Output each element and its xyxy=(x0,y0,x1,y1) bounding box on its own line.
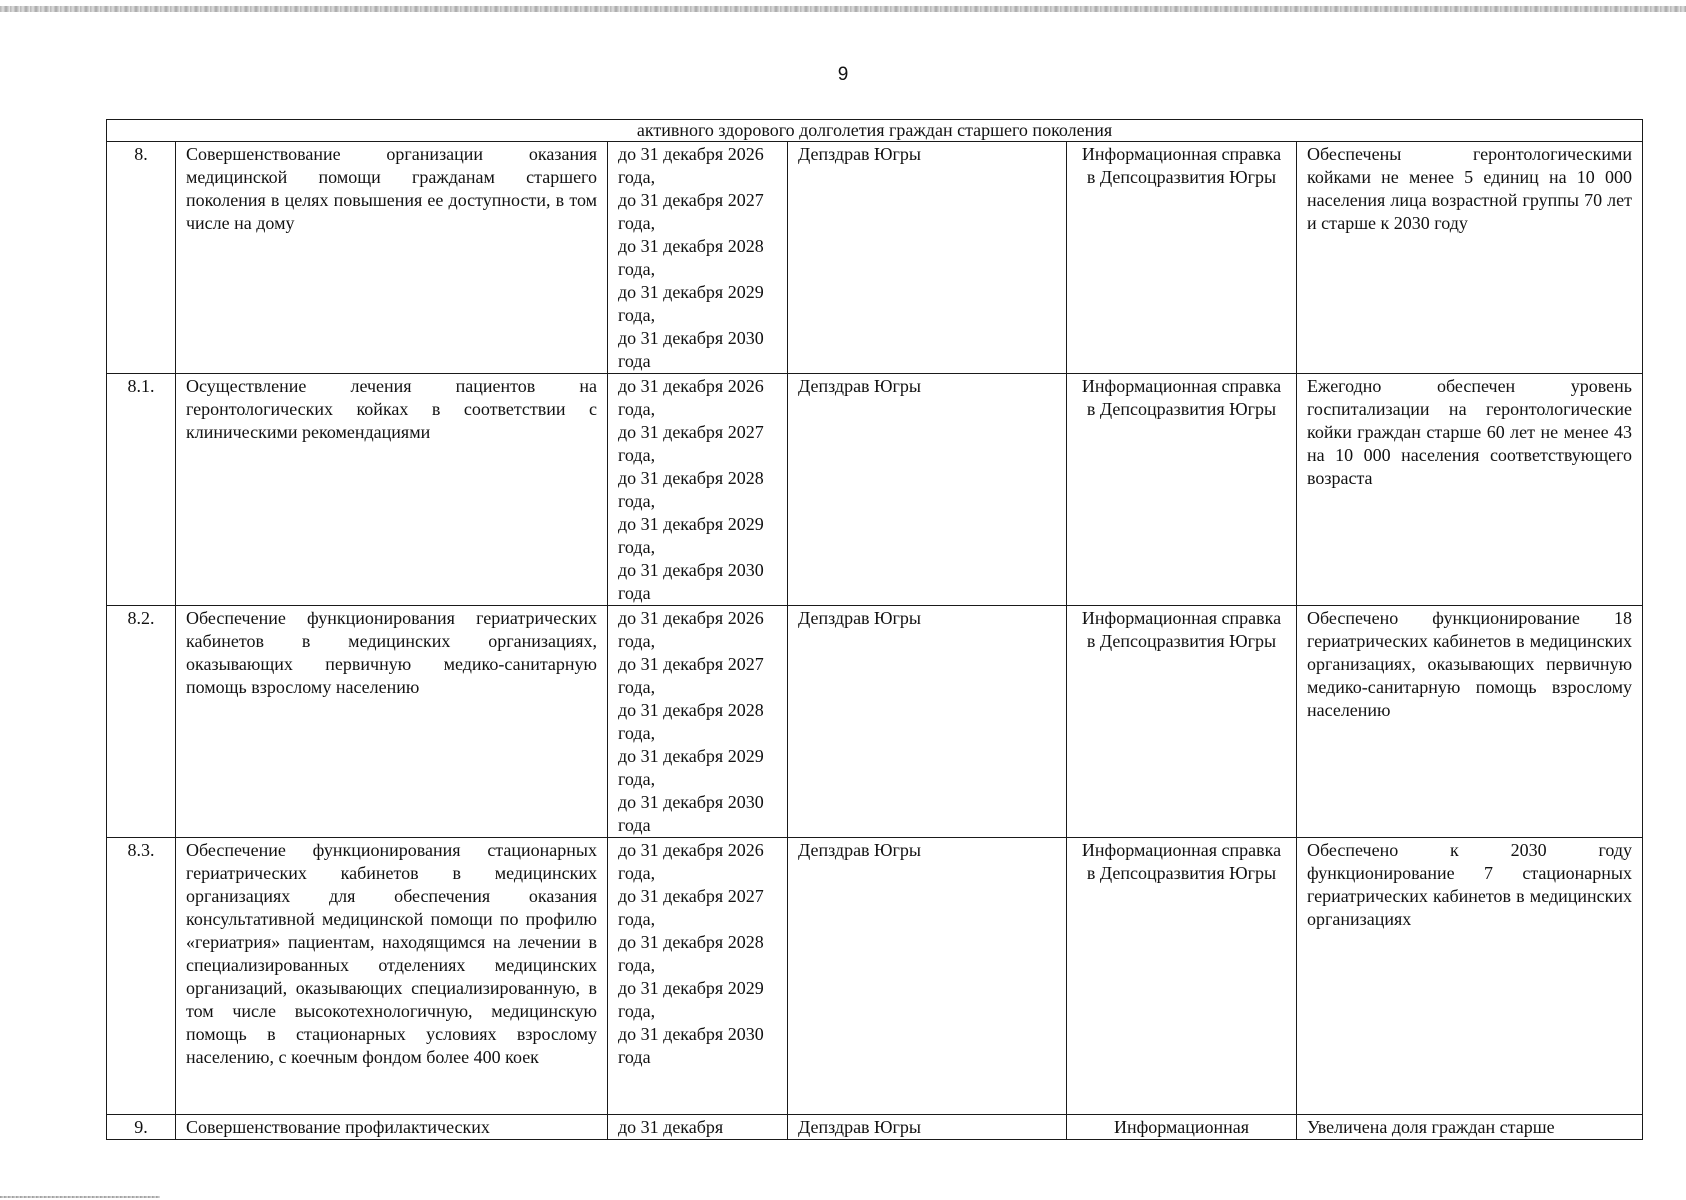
row-number: 8.1. xyxy=(107,374,176,606)
measure-name: Обеспечение функционирования стационарных гериатрических кабинетов в медицинских организациях для обеспечения оказания консультативной медицинской помощи по профилю «гериатрия» пациентам, находящимся на лечении в специализированных отделениях медицинских организаций, оказывающих специализированную, в том числе высокотехнологичную, медицинскую помощь в стационарных условиях взрослому населению, с коечным фондом более 400 коек xyxy=(176,838,608,1115)
deadline: до 31 декабря 2026 года, до 31 декабря 2027 года, до 31 декабря 2028 года, до 31 декабря 2029 года, до 31 декабря 2030 года xyxy=(608,374,788,606)
completion-document: Информационная справка в Депсоцразвития Югры xyxy=(1067,374,1297,606)
row-number: 9. xyxy=(107,1115,176,1140)
table-continuation-row xyxy=(107,120,1643,142)
row-number: 8. xyxy=(107,142,176,374)
measure-name: Совершенствование организации оказания медицинской помощи гражданам старшего поколения в целях повышения ее доступности, в том числе на дому xyxy=(176,142,608,374)
row-number: 8.2. xyxy=(107,606,176,838)
responsible-executor: Депздрав Югры xyxy=(788,374,1067,606)
continuation-header: активного здорового долголетия граждан старшего поколения xyxy=(107,120,1643,142)
scan-top-edge xyxy=(0,6,1686,12)
completion-document: Информационная справка в Депсоцразвития Югры xyxy=(1067,142,1297,374)
expected-result: Обеспечено функционирование 18 гериатрических кабинетов в медицинских организациях, оказывающих первичную медико-санитарную помощь взрослому населению xyxy=(1297,606,1643,838)
responsible-executor: Депздрав Югры xyxy=(788,142,1067,374)
completion-document: Информационная справка в Депсоцразвития Югры xyxy=(1067,838,1297,1115)
measure-name: Осуществление лечения пациентов на геронтологических койках в соответствии с клиническими рекомендациями xyxy=(176,374,608,606)
measure-name: Совершенствование профилактических xyxy=(176,1115,608,1140)
responsible-executor: Депздрав Югры xyxy=(788,606,1067,838)
table-row xyxy=(107,374,1643,606)
scan-bottom-edge xyxy=(0,1196,160,1198)
table-row xyxy=(107,838,1643,1115)
expected-result: Ежегодно обеспечен уровень госпитализации на геронтологические койки граждан старше 60 лет не менее 43 на 10 000 населения соответствующего возраста xyxy=(1297,374,1643,606)
expected-result: Обеспечены геронтологическими койками не менее 5 единиц на 10 000 населения лица возрастной группы 70 лет и старше к 2030 году xyxy=(1297,142,1643,374)
row-number: 8.3. xyxy=(107,838,176,1115)
table-row xyxy=(107,606,1643,838)
deadline: до 31 декабря 2026 года, до 31 декабря 2027 года, до 31 декабря 2028 года, до 31 декабря 2029 года, до 31 декабря 2030 года xyxy=(608,606,788,838)
deadline: до 31 декабря 2026 года, до 31 декабря 2027 года, до 31 декабря 2028 года, до 31 декабря 2029 года, до 31 декабря 2030 года xyxy=(608,142,788,374)
expected-result: Обеспечено к 2030 году функционирование 7 стационарных гериатрических кабинетов в медицинских организациях xyxy=(1297,838,1643,1115)
completion-document: Информационная справка в Депсоцразвития Югры xyxy=(1067,606,1297,838)
measure-name: Обеспечение функционирования гериатрических кабинетов в медицинских организациях, оказывающих первичную медико-санитарную помощь взрослому населению xyxy=(176,606,608,838)
table-row xyxy=(107,142,1643,374)
page-number: 9 xyxy=(837,64,849,85)
deadline: до 31 декабря xyxy=(608,1115,788,1140)
responsible-executor: Депздрав Югры xyxy=(788,838,1067,1115)
table-row xyxy=(107,1115,1643,1140)
deadline: до 31 декабря 2026 года, до 31 декабря 2027 года, до 31 декабря 2028 года, до 31 декабря 2029 года, до 31 декабря 2030 года xyxy=(608,838,788,1115)
completion-document: Информационная xyxy=(1067,1115,1297,1140)
measures-table xyxy=(106,119,1643,1140)
expected-result: Увеличена доля граждан старше xyxy=(1297,1115,1643,1140)
responsible-executor: Депздрав Югры xyxy=(788,1115,1067,1140)
